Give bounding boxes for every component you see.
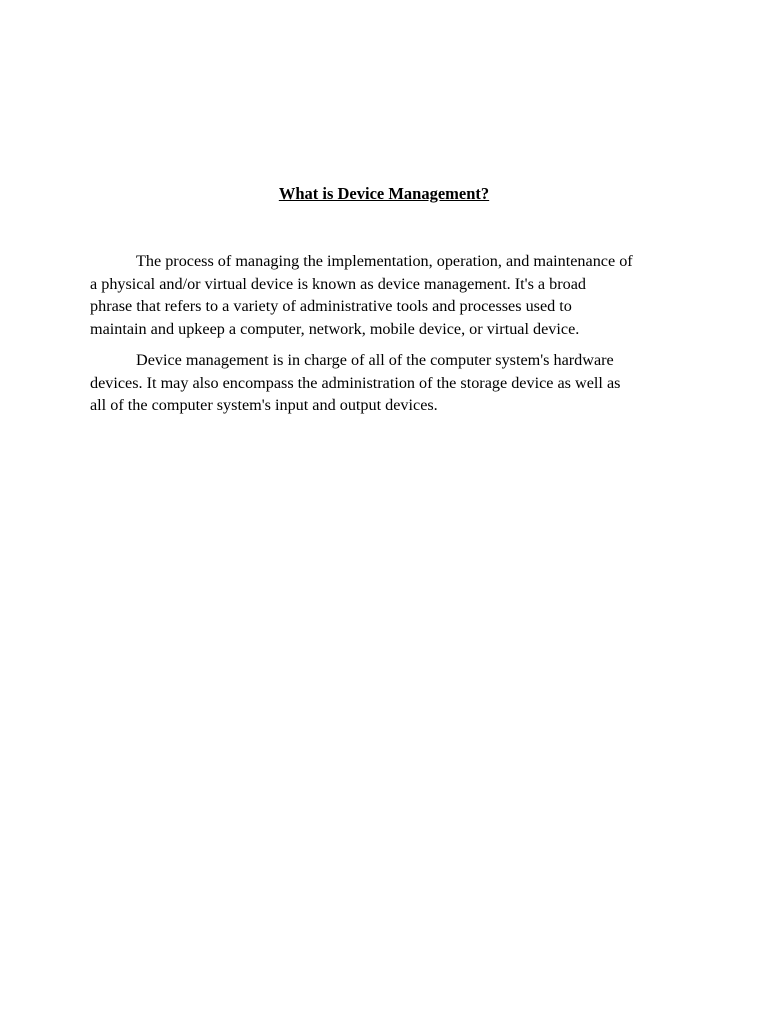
paragraph-line: devices. It may also encompass the administration of the storage device as well as: [90, 373, 621, 392]
paragraph-line: The process of managing the implementation, operation, and maintenance of: [136, 252, 633, 270]
paragraph-line: phrase that refers to a variety of administrative tools and processes used to: [90, 297, 572, 316]
paragraph-line: all of the computer system's input and output devices.: [90, 396, 438, 415]
paragraph-line: Device management is in charge of all of the computer system's hardware: [136, 350, 614, 369]
paragraph-1: [90, 250, 690, 341]
paragraph-2: [90, 349, 690, 417]
document-body: [90, 250, 690, 425]
document-title: What is Device Management?: [278, 184, 490, 203]
paragraph-line: maintain and upkeep a computer, network, mobile device, or virtual device.: [90, 320, 580, 339]
paragraph-line: a physical and/or virtual device is known as device management. It's a broad: [90, 274, 587, 293]
